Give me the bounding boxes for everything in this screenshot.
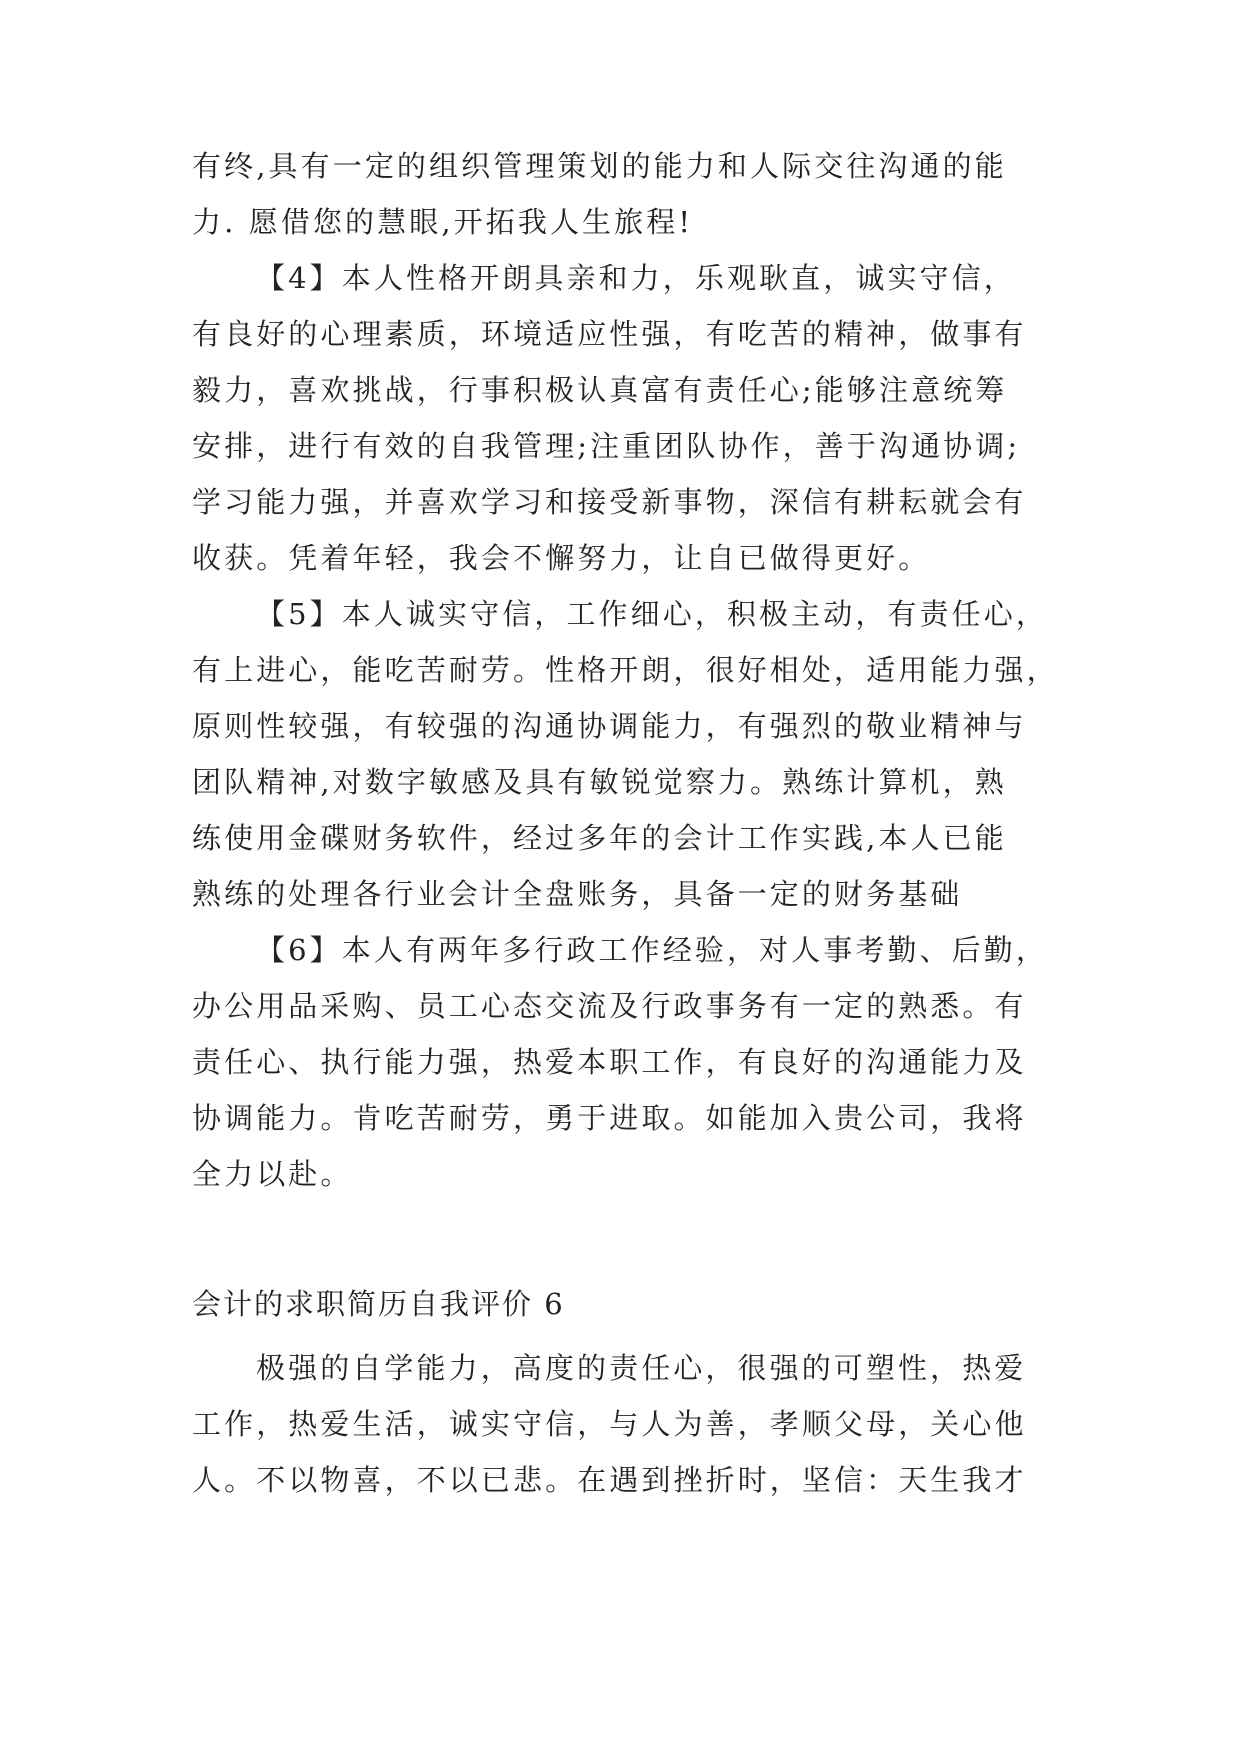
text-line: 办公用品采购、员工心态交流及行政事务有一定的熟悉。有 (192, 989, 1027, 1023)
text-line: 毅力，喜欢挑战，行事积极认真富有责任心;能够注意统筹 (192, 373, 1008, 407)
text-line: 责任心、执行能力强，热爱本职工作，有良好的沟通能力及 (192, 1045, 1027, 1079)
text-line: 力. 愿借您的慧眼,开拓我人生旅程! (192, 205, 694, 239)
text-line: 团队精神,对数字敏感及具有敏锐觉察力。熟练计算机，熟 (192, 765, 1007, 799)
text-line: 有良好的心理素质，环境适应性强，有吃苦的精神，做事有 (192, 317, 1027, 351)
text-line: 人。不以物喜，不以已悲。在遇到挫折时，坚信：天生我才 (192, 1463, 1027, 1497)
text-line: 熟练的处理各行业会计全盘账务，具备一定的财务基础 (192, 877, 963, 911)
text-line: 全力以赴。 (192, 1157, 353, 1191)
paragraph-6-start: 【6】本人有两年多行政工作经验，对人事考勤、后勤， (256, 933, 1048, 967)
paragraph-start: 极强的自学能力，高度的责任心，很强的可塑性，热爱 (256, 1351, 1027, 1385)
text-line: 工作，热爱生活，诚实守信，与人为善，孝顺父母，关心他 (192, 1407, 1027, 1441)
text-line: 协调能力。肯吃苦耐劳，勇于进取。如能加入贵公司，我将 (192, 1101, 1027, 1135)
section-heading: 会计的求职简历自我评价 6 (192, 1287, 565, 1321)
paragraph-4-start: 【4】本人性格开朗具亲和力，乐观耿直，诚实守信， (256, 261, 1016, 295)
text-line: 练使用金碟财务软件，经过多年的会计工作实践,本人已能 (192, 821, 1007, 855)
text-line: 有终,具有一定的组织管理策划的能力和人际交往沟通的能 (192, 149, 1007, 183)
text-line: 收获。凭着年轻，我会不懈努力，让自已做得更好。 (192, 541, 931, 575)
text-line: 有上进心，能吃苦耐劳。性格开朗，很好相处，适用能力强， (192, 653, 1059, 687)
text-line: 学习能力强，并喜欢学习和接受新事物，深信有耕耘就会有 (192, 485, 1027, 519)
text-line: 原则性较强，有较强的沟通协调能力，有强烈的敬业精神与 (192, 709, 1027, 743)
text-line: 安排，进行有效的自我管理;注重团队协作，善于沟通协调; (192, 429, 1021, 463)
paragraph-5-start: 【5】本人诚实守信，工作细心，积极主动，有责任心， (256, 597, 1048, 631)
